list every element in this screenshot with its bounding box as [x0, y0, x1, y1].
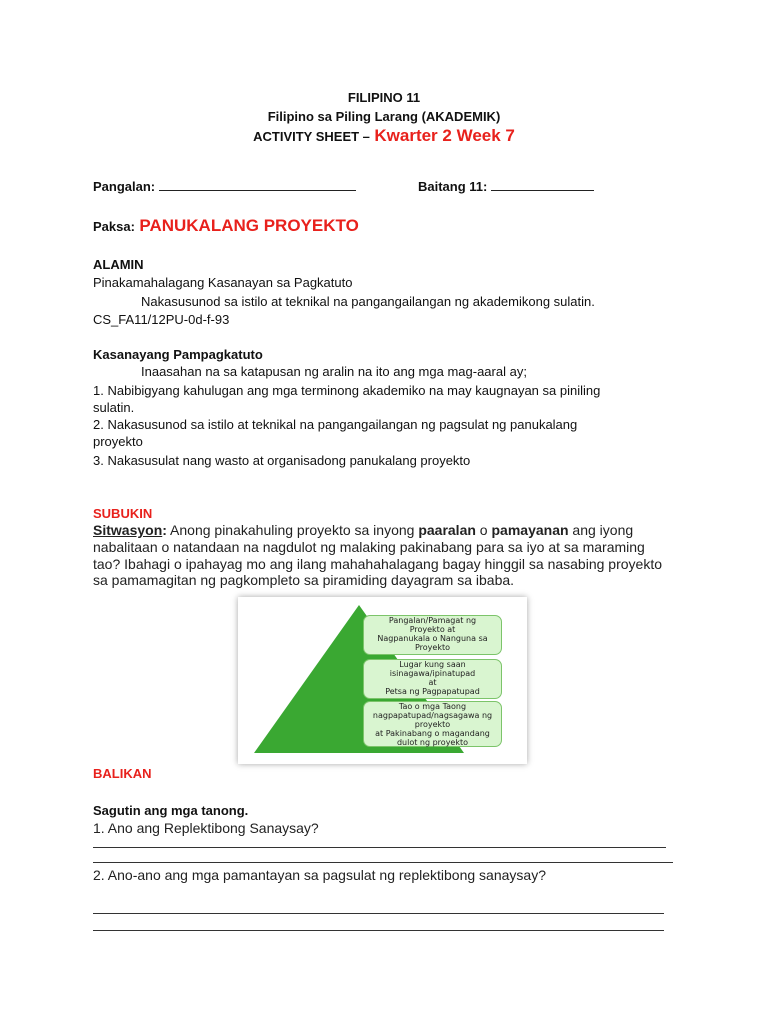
box3-line-2: nagpapatupad/nagsagawa ng: [372, 711, 493, 720]
sheet-label: ACTIVITY SHEET –: [253, 129, 370, 144]
topic-value: PANUKALANG PROYEKTO: [139, 216, 359, 235]
sitwasyon-label: Sitwasyon: [93, 522, 163, 538]
answer-line-4[interactable]: [93, 930, 664, 931]
sitwasyon-text-a: Anong pinakahuling proyekto sa inyong: [166, 522, 419, 538]
objective-3-start: 3. Nakasusulat: [93, 453, 179, 468]
box1-line-2: Proyekto at: [409, 625, 456, 634]
competency-text: Nakasusunod sa istilo at teknikal na pangangailangan ng akademikong sulatin.: [141, 294, 595, 309]
sitwasyon-line-3: tao? Ibahagi o ipahayag mo ang ilang mahahahalagang bagay hinggil sa nasabing proyekto: [93, 556, 662, 572]
sitwasyon-colon: :: [162, 522, 167, 538]
box1-line-1: Pangalan/Pamagat ng: [388, 616, 477, 625]
box3-line-3: proyekto: [414, 720, 451, 729]
sitwasyon-text-c: o: [475, 522, 492, 538]
kasanayan-intro: Inaasahan na sa katapusan ng aralin na ito ang mga mag-aaral ay;: [141, 364, 527, 379]
box2-line-1: Lugar kung saan: [399, 660, 466, 669]
sitwasyon-pamayanan: pamayanan: [491, 522, 569, 538]
grade-blank[interactable]: [491, 190, 594, 191]
objective-1-line-2: sulatin.: [93, 400, 135, 415]
sitwasyon-line-4: sa pamamagitan ng pagkompleto sa piramiding dayagram sa ibaba.: [93, 572, 515, 588]
alamin-heading: ALAMIN: [93, 257, 144, 272]
box3-line-4: at Pakinabang o magandang: [375, 729, 490, 738]
pyramid-box-middle: [363, 659, 502, 699]
alamin-subheading: Pinakamahalagang Kasanayan sa Pagkatuto: [93, 275, 353, 290]
competency-code: CS_FA11/12PU-0d-f-93: [93, 312, 230, 327]
sitwasyon-line-2: nabalitaan o natandaan na nagdulot ng malaking pakinabang para sa iyo at sa maraming: [93, 539, 645, 555]
box2-line-2: isinagawa/ipinatupad: [389, 669, 476, 678]
question-1: 1. Ano ang Replektibong Sanaysay?: [93, 820, 319, 836]
subukin-heading: SUBUKIN: [93, 506, 153, 521]
quarter-week: Kwarter 2 Week 7: [374, 126, 515, 145]
box1-line-3: Nagpanukala o Nanguna sa: [377, 634, 488, 643]
answer-line-3[interactable]: [93, 913, 664, 914]
pyramid-diagram: [238, 597, 527, 764]
course-title: Filipino sa Piling Larang (AKADEMIK): [267, 109, 501, 124]
box3-line-5: dulot ng proyekto: [396, 738, 469, 747]
grade-label: Baitang 11:: [418, 179, 488, 194]
grade-field: [418, 179, 594, 194]
balikan-instruction: Sagutin ang mga tanong.: [93, 803, 249, 818]
answer-line-2[interactable]: [93, 862, 673, 863]
objective-2-line-2: proyekto: [93, 434, 143, 449]
activity-sheet-line: [0, 126, 768, 146]
topic-line: [93, 216, 359, 236]
subject-title: FILIPINO 11: [347, 90, 421, 105]
pyramid-box-bottom: [363, 701, 502, 747]
answer-line-1[interactable]: [93, 847, 666, 848]
name-blank[interactable]: [159, 190, 356, 191]
sitwasyon-line-1: [93, 522, 633, 538]
question-2: 2. Ano-ano ang mga pamantayan sa pagsulat ng replektibong sanaysay?: [93, 867, 546, 883]
kasanayan-heading: Kasanayang Pampagkatuto: [93, 347, 263, 362]
box2-line-3: at: [428, 678, 437, 687]
box2-line-4: Petsa ng Pagpapatupad: [385, 687, 480, 696]
objective-2-line-1: 2. Nakasusunod sa istilo at teknikal na pangangailangan ng pagsulat ng panukalang: [93, 417, 578, 432]
pyramid-box-top: [363, 615, 502, 655]
topic-label: Paksa:: [93, 219, 135, 234]
box1-line-4: Proyekto: [414, 643, 450, 652]
name-label: Pangalan:: [93, 179, 156, 194]
objective-3-end: nang wasto at organisadong panukalang proyekto: [179, 453, 471, 468]
objective-3: [93, 453, 470, 468]
name-field: [93, 179, 356, 194]
sitwasyon-paaralan: paaralan: [418, 522, 476, 538]
box3-line-1: Tao o mga Taong: [398, 702, 467, 711]
balikan-heading: BALIKAN: [93, 766, 152, 781]
objective-1-line-1: 1. Nabibigyang kahulugan ang mga terminong akademiko na may kaugnayan sa piniling: [93, 383, 601, 398]
sitwasyon-text-e: ang iyong: [568, 522, 634, 538]
